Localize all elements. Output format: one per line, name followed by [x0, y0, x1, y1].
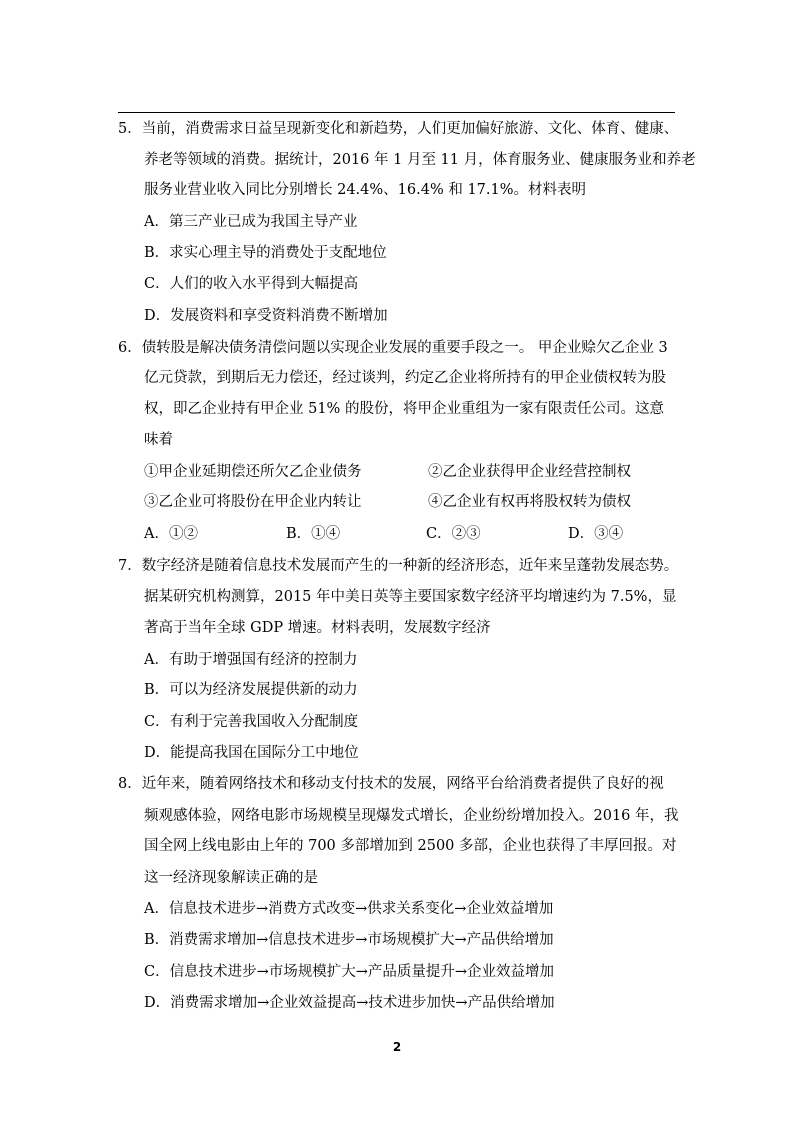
header-rule — [118, 112, 675, 113]
q5-option-a: A．第三产业已成为我国主导产业 — [144, 214, 358, 230]
q8-stem-line-3: 国全网上线电影由上年的 700 多部增加到 2500 多部，企业也获得了丰厚回报。对 — [144, 838, 677, 854]
q7-option-a: A．有助于增强国有经济的控制力 — [144, 652, 358, 668]
q5-option-d: D．发展资料和享受资料消费不断增加 — [144, 308, 388, 324]
q5-option-c: C．人们的收入水平得到大幅提高 — [144, 276, 359, 292]
page-number: 2 — [392, 1040, 402, 1054]
q8-option-b: B．消费需求增加→信息技术进步→市场规模扩大→产品供给增加 — [144, 932, 554, 948]
q5-option-b: B．求实心理主导的消费处于支配地位 — [144, 245, 387, 261]
q6-option-b: B．①④ — [286, 526, 341, 542]
q8-option-c: C．信息技术进步→市场规模扩大→产品质量提升→企业效益增加 — [144, 964, 555, 980]
q8-stem-line-4: 这一经济现象解读正确的是 — [144, 870, 318, 886]
q7-option-b: B．可以为经济发展提供新的动力 — [144, 682, 358, 698]
q6-option-a: A．①② — [144, 526, 198, 542]
q7-stem-line-2: 据某研究机构测算，2015 年中美日英等主要国家数字经济平均增速约为 7.5%，显 — [144, 589, 677, 605]
q5-stem-line-1: 5．当前，消费需求日益呈现新变化和新趋势，人们更加偏好旅游、文化、体育、健康、 — [118, 121, 679, 137]
q7-stem-line-1: 7．数字经济是随着信息技术发展而产生的一种新的经济形态，近年来呈蓬勃发展态势。 — [118, 558, 679, 574]
q7-option-d: D．能提高我国在国际分工中地位 — [144, 745, 359, 761]
q6-stem-line-4: 味着 — [144, 432, 173, 448]
q8-stem-line-2: 频观感体验，网络电影市场规模呈现爆发式增长，企业纷纷增加投入。2016 年，我 — [144, 808, 679, 824]
q7-stem-line-3: 著高于当年全球 GDP 增速。材料表明，发展数字经济 — [144, 620, 491, 636]
q8-option-d: D．消费需求增加→企业效益提高→技术进步加快→产品供给增加 — [144, 995, 555, 1011]
q5-stem-line-3: 服务业营业收入同比分别增长 24.4%、16.4% 和 17.1%。材料表明 — [144, 182, 587, 198]
q7-option-c: C．有利于完善我国收入分配制度 — [144, 714, 359, 730]
q6-option-c: C．②③ — [426, 526, 481, 542]
q6-statement-2: ②乙企业获得甲企业经营控制权 — [428, 464, 631, 480]
q5-stem-line-2: 养老等领域的消费。据统计，2016 年 1 月至 11 月，体育服务业、健康服务业和养老 — [144, 152, 696, 168]
q6-statement-3: ③乙企业可将股份在甲企业内转让 — [144, 494, 362, 510]
q6-option-d: D．③④ — [568, 526, 624, 542]
q8-option-a: A．信息技术进步→消费方式改变→供求关系变化→企业效益增加 — [144, 901, 554, 917]
q6-stem-line-3: 权，即乙企业持有甲企业 51% 的股份，将甲企业重组为一家有限责任公司。这意 — [144, 401, 664, 417]
q8-stem-line-1: 8．近年来，随着网络技术和移动支付技术的发展，网络平台给消费者提供了良好的视 — [118, 776, 664, 792]
q6-statement-1: ①甲企业延期偿还所欠乙企业债务 — [144, 464, 362, 480]
q6-stem-line-2: 亿元贷款，到期后无力偿还，经过谈判，约定乙企业将所持有的甲企业债权转为股 — [144, 370, 666, 386]
q6-stem-line-1: 6．债转股是解决债务清偿问题以实现企业发展的重要手段之一。 甲企业赊欠乙企业 3 — [118, 340, 668, 356]
q6-statement-4: ④乙企业有权再将股权转为债权 — [428, 494, 631, 510]
